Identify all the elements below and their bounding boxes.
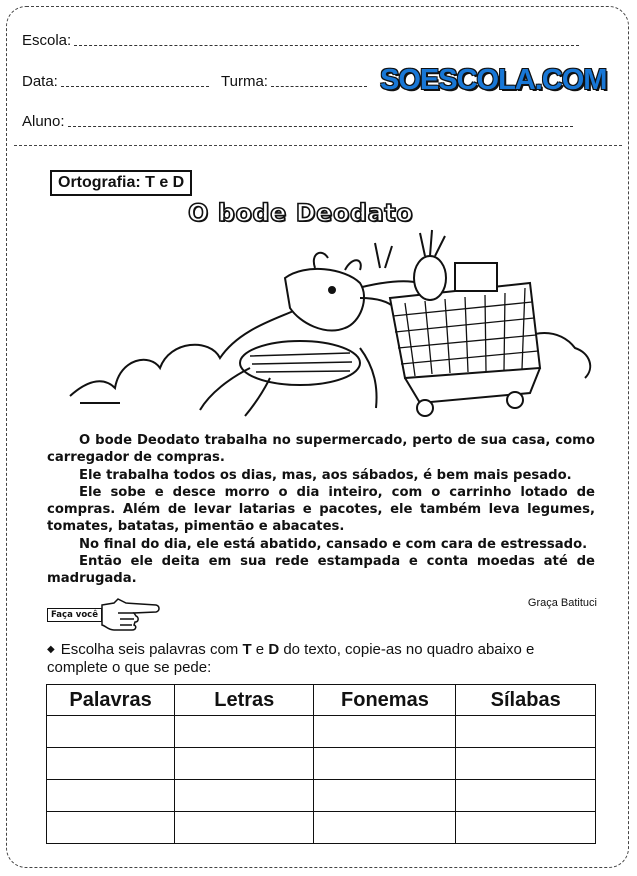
instruction-letter-t: T (242, 641, 252, 658)
activity-label: Faça você (47, 608, 102, 622)
escola-line (74, 44, 579, 46)
table-row (47, 748, 596, 780)
column-header-letras: Letras (175, 685, 314, 716)
instruction-letter-d: D (268, 641, 280, 658)
story-text (47, 432, 595, 588)
table-row (47, 780, 596, 812)
diamond-bullet-icon: ◆ (47, 644, 55, 655)
aluno-label: Aluno: (22, 113, 65, 130)
topic-box: Ortografia: T e D (50, 170, 192, 196)
instruction-text-mid: e (251, 641, 269, 658)
answer-cell[interactable] (175, 780, 314, 812)
table-row (47, 716, 596, 748)
goat-cart-illustration (60, 228, 600, 428)
goat-horns (314, 253, 361, 270)
pineapple (414, 256, 446, 300)
answer-cell[interactable] (314, 748, 456, 780)
aluno-line (68, 125, 573, 127)
answer-cell[interactable] (175, 716, 314, 748)
answer-cell[interactable] (456, 780, 596, 812)
escola-field[interactable] (22, 32, 579, 49)
data-field[interactable] (22, 73, 209, 90)
answer-cell[interactable] (175, 812, 314, 844)
grocery-box (455, 263, 497, 291)
story-paragraph: Ele trabalha todos os dias, mas, aos sábados, é bem mais pesado. (79, 467, 572, 483)
column-header-fonemas: Fonemas (314, 685, 456, 716)
column-header-silabas: Sílabas (456, 685, 596, 716)
turma-field[interactable] (221, 73, 367, 90)
story-paragraph: Ele sobe e desce morro o dia inteiro, com o carrinho lotado de compras. Além de levar latarias e pacotes, ele também leva legumes, tomates, batatas, pimentão e abacates. (47, 484, 595, 535)
answer-cell[interactable] (314, 716, 456, 748)
instruction (47, 641, 597, 677)
aluno-field[interactable] (22, 113, 573, 130)
story-paragraph: O bode Deodato trabalha no supermercado, perto de sua casa, como carregador de compras. (47, 433, 595, 466)
cart-wheel-left (417, 400, 433, 416)
table-header-row (47, 685, 596, 716)
cart-wheel-right (507, 392, 523, 408)
story-paragraph: No final do dia, ele está abatido, cansado e com cara de estressado. (79, 536, 588, 552)
answer-table (46, 684, 596, 844)
answer-cell[interactable] (314, 780, 456, 812)
answer-cell[interactable] (456, 716, 596, 748)
turma-label: Turma: (221, 73, 268, 90)
header-divider (14, 145, 622, 146)
leek (375, 243, 392, 268)
brand-logo: SOESCOLA.COM (380, 64, 607, 96)
answer-cell[interactable] (47, 716, 175, 748)
story-title: O bode Deodato (188, 199, 414, 227)
answer-cell[interactable] (47, 780, 175, 812)
escola-label: Escola: (22, 32, 72, 49)
answer-cell[interactable] (47, 812, 175, 844)
author-credit: Graça Batituci (527, 597, 597, 609)
answer-cell[interactable] (456, 748, 596, 780)
story-paragraph: Então ele deita em sua rede estampada e conta moedas até de madrugada. (47, 554, 595, 587)
column-header-palavras: Palavras (47, 685, 175, 716)
answer-cell[interactable] (47, 748, 175, 780)
data-label: Data: (22, 73, 58, 90)
turma-line (271, 85, 367, 87)
answer-cell[interactable] (456, 812, 596, 844)
instruction-text-2: do texto, copie-as no quadro abaixo e complete o que se pede: (47, 641, 535, 676)
data-line (61, 85, 209, 87)
instruction-text-1: Escolha seis palavras com (60, 641, 243, 658)
table-row (47, 812, 596, 844)
answer-cell[interactable] (175, 748, 314, 780)
activity-marker (44, 597, 164, 633)
answer-cell[interactable] (314, 812, 456, 844)
goat-head (285, 269, 364, 330)
